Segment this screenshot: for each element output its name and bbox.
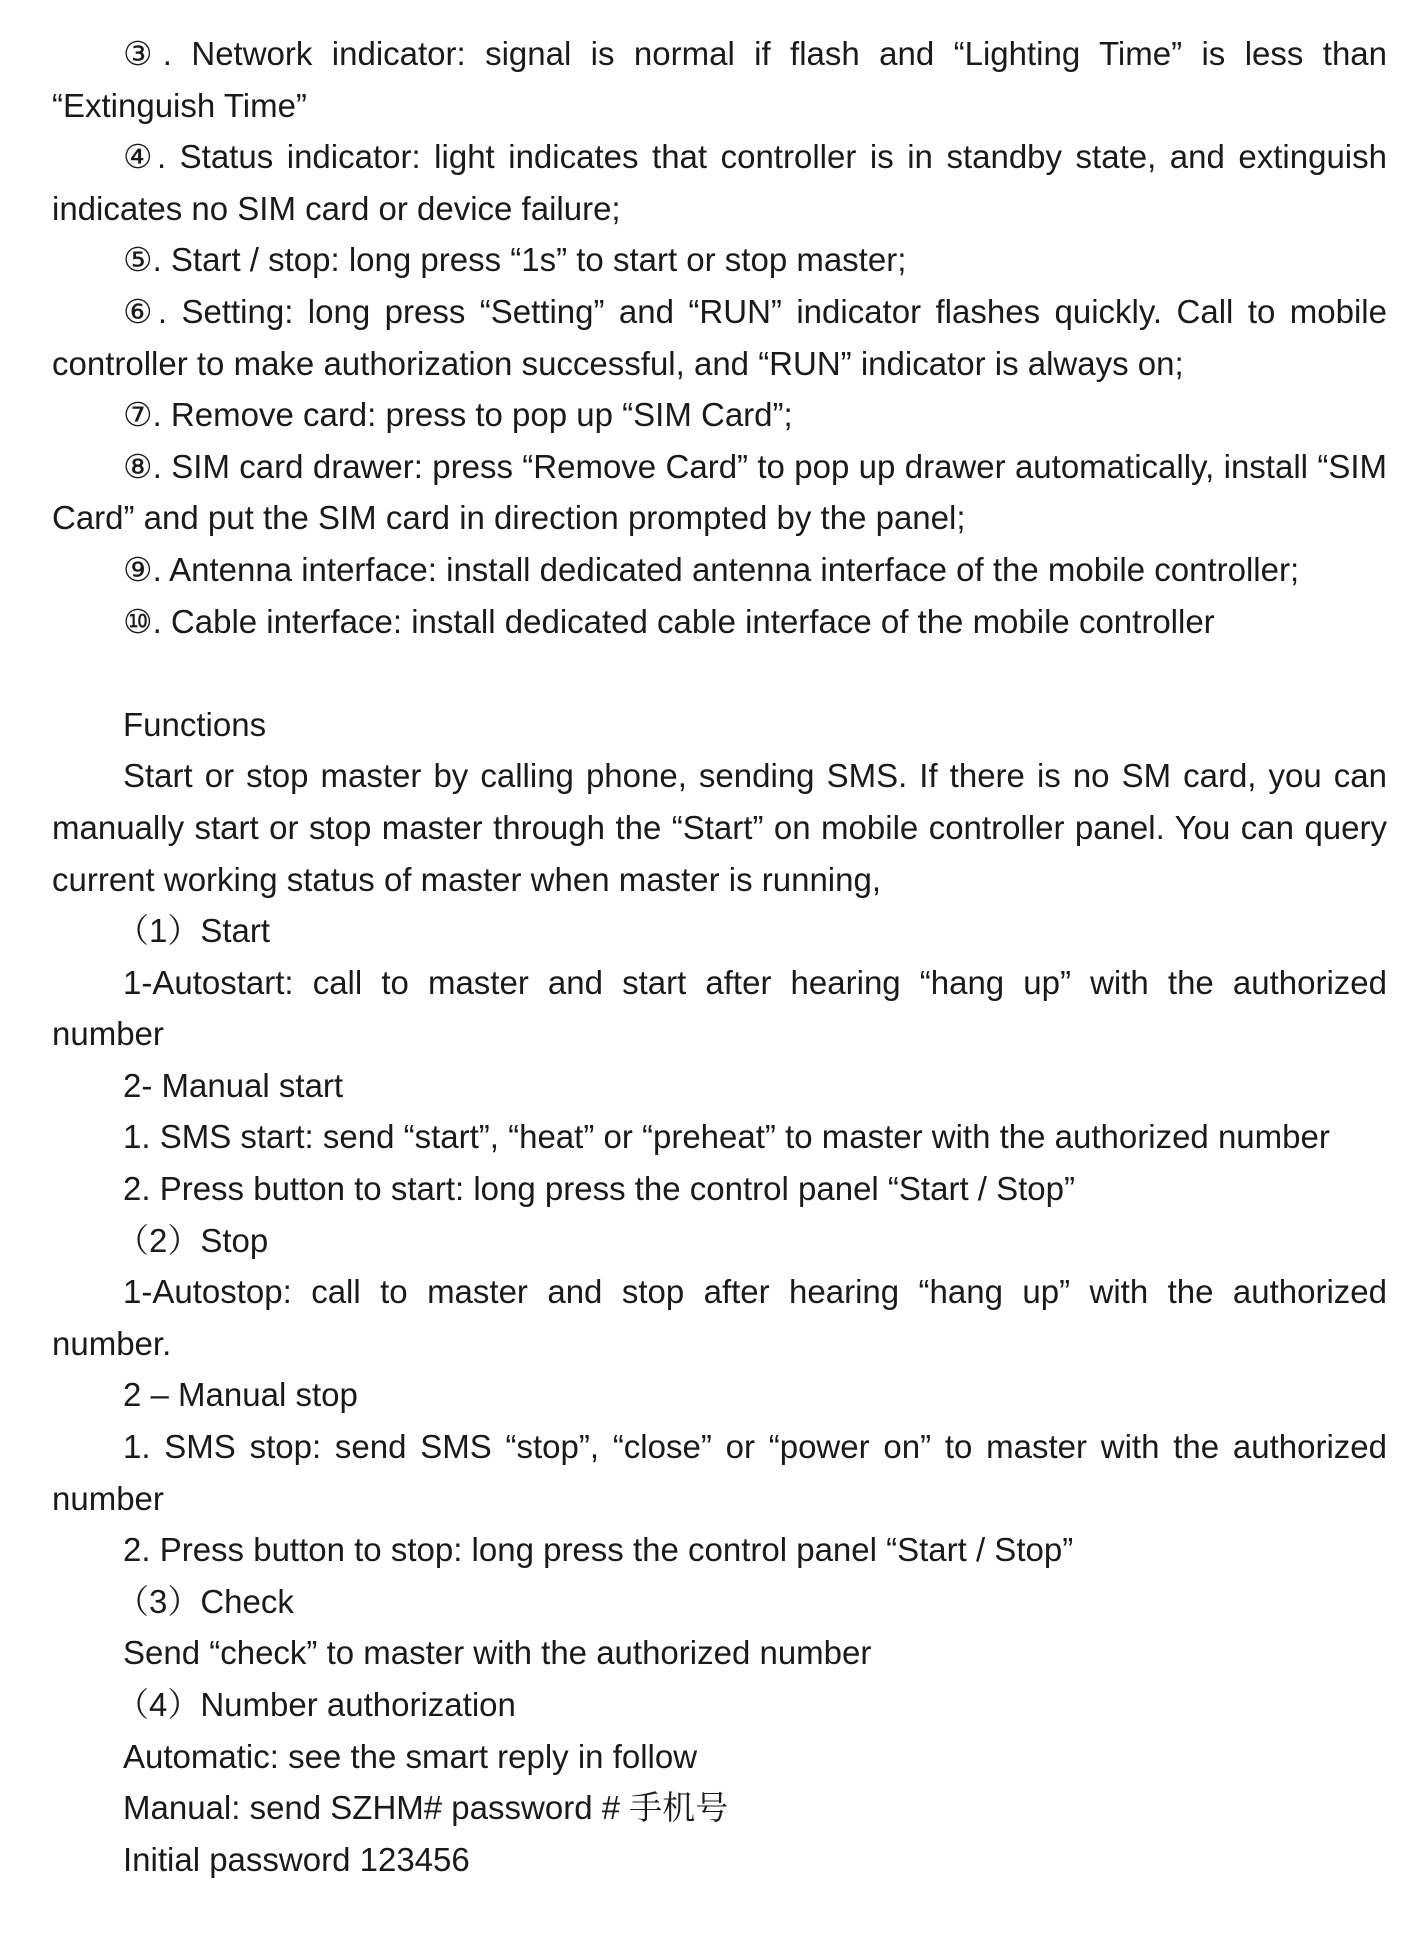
autostart-text: 1-Autostart: call to master and start after hearing “hang up” with the authorized number (52, 963, 1387, 1053)
start-subheading: （1）Start (116, 912, 271, 950)
remove-card-item: ⑦. Remove card: press to pop up “SIM Card”; (123, 396, 793, 434)
sms-start-text: 1. SMS start: send “start”, “heat” or “preheat” to master with the authorized number (123, 1118, 1330, 1156)
check-subheading: （3）Check (116, 1582, 294, 1620)
antenna-interface-item: ⑨. Antenna interface: install dedicated antenna interface of the mobile controller; (123, 550, 1300, 588)
initial-password-text: Initial password 123456 (123, 1840, 470, 1878)
authorization-subheading: （4）Number authorization (116, 1686, 516, 1723)
functions-heading: Functions (123, 705, 267, 743)
network-indicator-item: ③. Network indicator: signal is normal if flash and “Lighting Time” is less than “Extinguish Time” (52, 35, 1387, 124)
manual-authorization-text: Manual: send SZHM# password # 手机号 (123, 1789, 729, 1827)
check-text: Send “check” to master with the authorized number (123, 1634, 872, 1672)
start-stop-item: ⑤. Start / stop: long press “1s” to start or stop master; (123, 241, 907, 279)
status-indicator-item: ④. Status indicator: light indicates that controller is in standby state, and extinguish indicates no SIM card or device failure; (52, 138, 1387, 227)
manual-stop-label: 2 – Manual stop (123, 1376, 358, 1414)
automatic-authorization-text: Automatic: see the smart reply in follow (123, 1737, 698, 1775)
functions-intro: Start or stop master by calling phone, sending SMS. If there is no SM card, you can manually start or stop master through the “Start” on mobile controller panel. You can query current working status of master when master is running, (52, 757, 1387, 898)
button-stop-text: 2. Press button to stop: long press the control panel “Start / Stop” (123, 1531, 1074, 1569)
manual-start-label: 2- Manual start (123, 1066, 344, 1104)
sim-drawer-item: ⑧. SIM card drawer: press “Remove Card” to pop up drawer automatically, install “SIM Card” and put the SIM card in direction prompted by the panel; (52, 447, 1387, 537)
stop-subheading: （2）Stop (116, 1221, 269, 1259)
autostop-text: 1-Autostop: call to master and stop after hearing “hang up” with the authorized number. (52, 1273, 1387, 1362)
cable-interface-item: ⑩. Cable interface: install dedicated cable interface of the mobile controller (123, 602, 1215, 640)
button-start-text: 2. Press button to start: long press the control panel “Start / Stop” (123, 1170, 1075, 1208)
sms-stop-text: 1. SMS stop: send SMS “stop”, “close” or “power on” to master with the authorized number (52, 1428, 1387, 1517)
section-spacer (52, 647, 1387, 699)
setting-item: ⑥. Setting: long press “Setting” and “RUN” indicator flashes quickly. Call to mobile controller to make authorization successful, and “RUN” indicator is always on; (52, 292, 1387, 382)
